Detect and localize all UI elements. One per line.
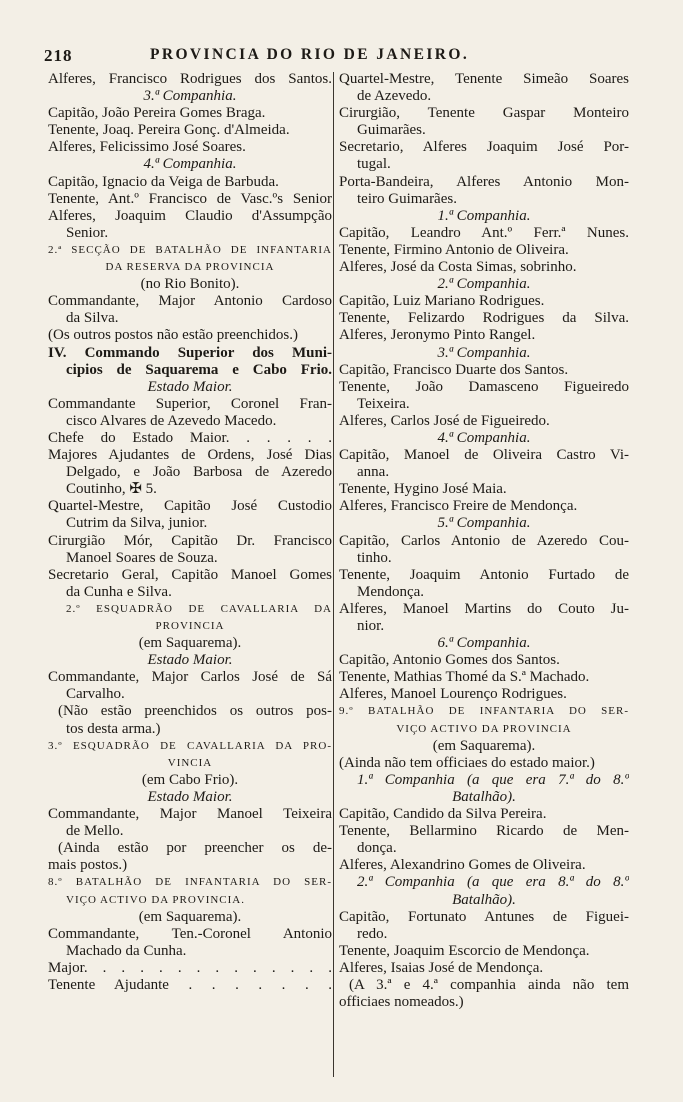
text-line: Estado Maior. — [147, 652, 233, 669]
text-line: da Silva. — [66, 310, 119, 327]
text-line: PROVINCIA — [155, 620, 225, 632]
text-line: Alferes, Joaquim Claudio d'Assumpção — [48, 207, 332, 224]
text-line: Tenente, Firmino Antonio de Oliveira. — [339, 241, 569, 258]
text-line: Commandante Superior, Coronel Fran- — [48, 395, 332, 412]
text-line: mais postos.) — [48, 857, 128, 874]
text-line: Senior. — [66, 224, 109, 241]
text-line: (Ainda não tem officiaes do estado maior.) — [339, 754, 595, 771]
text-line: 4.ª Companhia. — [143, 156, 237, 173]
text-line: (em Cabo Frio). — [141, 771, 239, 788]
text-line: Alferes, Jeronymo Pinto Rangel. — [339, 327, 536, 344]
text-line: Alferes, José da Costa Simas, sobrinho. — [339, 259, 577, 276]
left-column — [48, 71, 332, 994]
text-line: Commandante, Major Carlos José de Sá — [48, 669, 332, 686]
text-line: 3.º ESQUADRÃO DE CAVALLARIA DA PRO- — [48, 739, 332, 752]
text-line: teiro Guimarães. — [357, 190, 457, 207]
text-line: Tenente, Hygino José Maia. — [339, 481, 507, 498]
text-line: Carvalho. — [66, 686, 125, 703]
text-line: Alferes, Manoel Martins do Couto Ju- — [339, 600, 629, 617]
text-line: Alferes, Felicissimo José Soares. — [48, 139, 246, 156]
text-line: Tenente, Felizardo Rodrigues da Silva. — [339, 310, 629, 327]
text-line: 2.ª Companhia (a que era 8.ª do 8.º — [357, 874, 629, 891]
text-line: Secretario Geral, Capitão Manoel Gomes — [48, 566, 332, 583]
text-line: (no Rio Bonito). — [140, 276, 240, 293]
text-line: Delgado, e João Barbosa de Azeredo — [66, 464, 332, 481]
text-line: VINCIA — [167, 756, 213, 769]
text-line: Chefe do Estado Maior. . . . . . — [48, 429, 332, 446]
text-line: (Ainda estão por preencher os de- — [58, 840, 332, 857]
text-line: redo. — [357, 925, 388, 942]
text-line: Coutinho, ✠ 5. — [66, 481, 157, 498]
text-line: Mendonça. — [357, 583, 425, 600]
text-line: 2.º ESQUADRÃO DE CAVALLARIA DA — [66, 602, 332, 615]
text-line: (Os outros postos não estão preenchidos.) — [48, 327, 298, 344]
text-line: Quartel-Mestre, Tenente Simeão Soares — [339, 71, 629, 87]
text-line: (em Saquarema). — [138, 635, 242, 652]
text-line: Capitão, Luiz Mariano Rodrigues. — [339, 293, 545, 310]
text-line: Capitão, Manoel de Oliveira Castro Vi- — [339, 447, 629, 464]
text-line: (Não estão preenchidos os outros pos- — [58, 703, 332, 720]
text-line: Tenente, Bellarmino Ricardo de Men- — [339, 823, 629, 840]
text-line: de Azevedo. — [357, 88, 432, 105]
text-line: 4.ª Companhia. — [437, 429, 531, 446]
text-line: Tenente, Joaquim Antonio Furtado de — [339, 566, 629, 583]
text-line: da Cunha e Silva. — [66, 583, 172, 600]
text-line: Teixeira. — [357, 395, 410, 412]
text-line: Estado Maior. — [147, 378, 233, 395]
text-line: Tenente, Joaquim Escorcio de Mendonça. — [339, 942, 590, 959]
text-line: cipios de Saquarema e Cabo Frio. — [66, 361, 332, 378]
text-line: Alferes, Isaias José de Mendonça. — [339, 959, 544, 976]
text-line: anna. — [357, 464, 390, 481]
running-title: PROVINCIA DO RIO DE JANEIRO. — [150, 46, 470, 63]
text-line: (em Saquarema). — [432, 737, 536, 754]
text-line: Capitão, Leandro Ant.º Ferr.ª Nunes. — [339, 224, 629, 241]
text-line: Commandante, Major Antonio Cardoso — [48, 293, 332, 310]
text-line: Commandante, Ten.-Coronel Antonio — [48, 925, 332, 942]
text-line: Capitão, Ignacio da Veiga de Barbuda. — [48, 173, 279, 190]
text-line: Capitão, Candido da Silva Pereira. — [339, 806, 547, 823]
text-line: Batalhão). — [452, 788, 516, 805]
text-line: Capitão, Francisco Duarte dos Santos. — [339, 361, 569, 378]
text-line: 8.º BATALHÃO DE INFANTARIA DO SER- — [48, 876, 332, 889]
text-line: tos desta arma.) — [66, 720, 161, 737]
text-line: Tenente, João Damasceno Figueiredo — [339, 378, 629, 395]
text-line: Major. . . . . . . . . . . . . . — [48, 959, 332, 976]
page-number: 218 — [44, 46, 73, 65]
text-line: tugal. — [357, 156, 391, 173]
text-line: (em Saquarema). — [138, 908, 242, 925]
text-line: Capitão, Antonio Gomes dos Santos. — [339, 652, 560, 669]
text-line: nior. — [357, 618, 385, 634]
page-header — [44, 46, 683, 68]
text-line: Majores Ajudantes de Ordens, José Dias — [48, 447, 332, 464]
text-line: VIÇO ACTIVO DA PROVINCIA — [396, 722, 572, 735]
text-line: 2.ª Companhia. — [437, 276, 531, 293]
text-line: 5.ª Companhia. — [437, 515, 531, 532]
text-line: Quartel-Mestre, Capitão José Custodio — [48, 498, 332, 515]
text-line: 2.ª SECÇÃO DE BATALHÃO DE INFANTARIA — [48, 243, 332, 256]
text-line: 9.º BATALHÃO DE INFANTARIA DO SER- — [339, 705, 629, 718]
right-column — [339, 71, 629, 1011]
text-line: Tenente, Mathias Thomé da S.ª Machado. — [339, 669, 590, 686]
text-line: Porta-Bandeira, Alferes Antonio Mon- — [339, 173, 629, 190]
text-line: 3.ª Companhia. — [143, 88, 237, 105]
text-line: Batalhão). — [452, 891, 516, 908]
text-line: tinho. — [357, 549, 392, 566]
text-line: IV. Commando Superior dos Muni- — [48, 344, 332, 361]
text-line: Alferes, Alexandrino Gomes de Oliveira. — [339, 857, 586, 874]
text-line: officiaes nomeados.) — [339, 994, 464, 1011]
text-line: Capitão, João Pereira Gomes Braga. — [48, 105, 266, 122]
text-line: 6.ª Companhia. — [437, 635, 531, 652]
text-line: de Mello. — [66, 823, 124, 840]
text-line: Alferes, Francisco Rodrigues dos Santos. — [48, 71, 332, 87]
text-line: Alferes, Francisco Freire de Mendonça. — [339, 498, 578, 515]
text-line: Estado Maior. — [147, 788, 233, 805]
text-line: DA RESERVA DA PROVINCIA — [105, 261, 275, 274]
text-line: Commandante, Major Manoel Teixeira — [48, 806, 332, 823]
text-line: Guimarães. — [357, 122, 426, 139]
text-line: donça. — [357, 840, 397, 857]
text-line: Cirurgião, Tenente Gaspar Monteiro — [339, 105, 629, 122]
text-line: Tenente Ajudante . . . . . . . — [48, 976, 332, 993]
text-line: Secretario, Alferes Joaquim José Por- — [339, 139, 629, 156]
text-line: 1.ª Companhia (a que era 7.ª do 8.º — [357, 771, 629, 788]
text-line: Alferes, Carlos José de Figueiredo. — [339, 412, 550, 429]
text-line: Alferes, Manoel Lourenço Rodrigues. — [339, 686, 567, 703]
column-divider — [333, 72, 334, 1077]
text-line: Cirurgião Mór, Capitão Dr. Francisco — [48, 532, 332, 549]
text-line: Tenente, Ant.º Francisco de Vasc.ºs Senior — [48, 190, 332, 207]
text-line: Manoel Soares de Souza. — [66, 549, 218, 566]
text-line: Capitão, Carlos Antonio de Azeredo Cou- — [339, 532, 629, 549]
text-line: VIÇO ACTIVO DA PROVINCIA. — [66, 893, 246, 906]
text-line: Cutrim da Silva, junior. — [66, 515, 208, 532]
text-line: Machado da Cunha. — [66, 942, 187, 959]
text-line: 1.ª Companhia. — [437, 207, 531, 224]
text-line: Tenente, Joaq. Pereira Gonç. d'Almeida. — [48, 122, 290, 139]
text-line: (A 3.ª e 4.ª companhia ainda não tem — [349, 976, 629, 993]
text-line: 3.ª Companhia. — [437, 344, 531, 361]
text-line: Capitão, Fortunato Antunes de Figuei- — [339, 908, 629, 925]
text-line: cisco Alvares de Azevedo Macedo. — [66, 412, 277, 429]
